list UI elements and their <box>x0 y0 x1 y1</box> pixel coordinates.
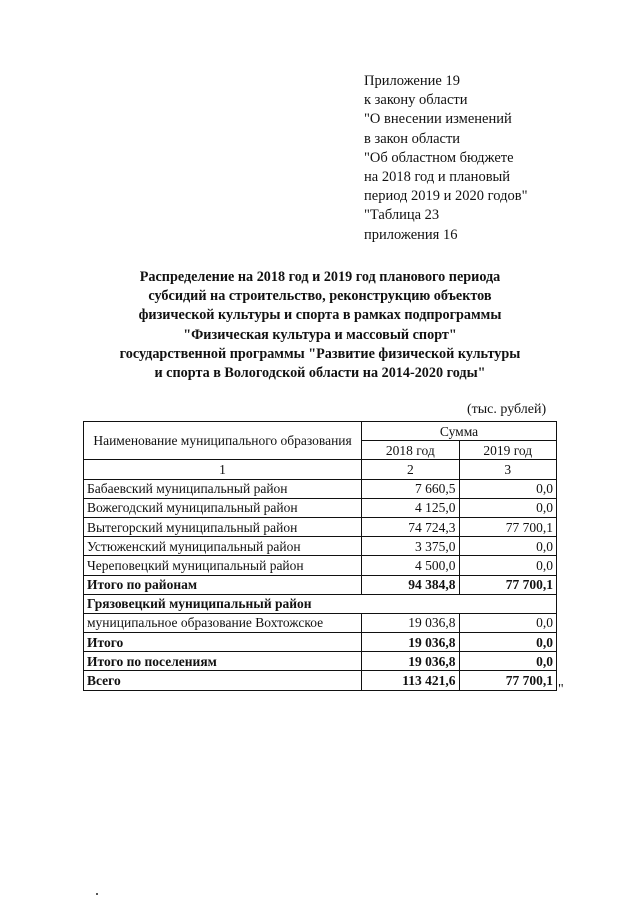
appendix-line: Приложение 19 <box>364 73 460 89</box>
column-number-row <box>84 460 557 479</box>
header-sum-cell: Сумма <box>362 422 557 441</box>
header-2018-cell: 2018 год <box>362 441 459 460</box>
grand-total-2019: 77 700,1 <box>459 671 556 690</box>
table-row <box>84 517 557 536</box>
title-line: Распределение на 2018 год и 2019 год планового периода <box>139 269 501 285</box>
appendix-line: "Об областном бюджете <box>364 149 514 166</box>
row-value-2019: 0,0 <box>459 613 556 632</box>
title-line: и спорта в Вологодской области на 2014-2020 годы" <box>154 365 486 382</box>
appendix-line: на 2018 год и плановый <box>364 168 511 185</box>
appendix-line: "Таблица 23 <box>364 207 440 224</box>
subsidy-table <box>83 421 557 691</box>
appendix-line: приложения 16 <box>364 226 458 243</box>
grand-total-label: Всего <box>84 671 362 690</box>
total-settlements-2018: 19 036,8 <box>362 652 459 671</box>
table-row <box>84 613 557 632</box>
appendix-reference <box>364 72 528 245</box>
header-2019-cell: 2019 год <box>459 441 556 460</box>
units-label: (тыс. рублей) <box>467 402 547 417</box>
subtotal-label: Итого <box>84 633 362 652</box>
subtotal-row <box>84 633 557 652</box>
appendix-line: "О внесении изменений <box>364 111 512 128</box>
row-name: Вожегодский муниципальный район <box>84 498 362 517</box>
row-value-2019: 0,0 <box>459 479 556 498</box>
grand-total-2018: 113 421,6 <box>362 671 459 690</box>
row-value-2018: 19 036,8 <box>362 613 459 632</box>
row-name: Вытегорский муниципальный район <box>84 517 362 536</box>
table-row <box>84 479 557 498</box>
column-number: 3 <box>459 460 556 479</box>
total-settlements-2019: 0,0 <box>459 652 556 671</box>
title-line: государственной программы "Развитие физической культуры <box>119 345 521 362</box>
table-row <box>84 556 557 575</box>
row-name: Устюженский муниципальный район <box>84 537 362 556</box>
total-settlements-label: Итого по поселениям <box>84 652 362 671</box>
section-row <box>84 594 557 613</box>
total-districts-label: Итого по районам <box>84 575 362 594</box>
row-value-2019: 0,0 <box>459 537 556 556</box>
grand-total-row <box>84 671 557 690</box>
row-value-2018: 7 660,5 <box>362 479 459 498</box>
closing-quote: " <box>558 682 564 697</box>
appendix-line: к закону области <box>364 92 468 109</box>
appendix-line: период 2019 и 2020 годов" <box>364 188 528 205</box>
scan-speck <box>96 893 98 895</box>
row-value-2019: 77 700,1 <box>459 517 556 536</box>
title-line: "Физическая культура и массовый спорт" <box>183 326 457 343</box>
total-districts-row <box>84 575 557 594</box>
header-name-cell: Наименование муниципального образования <box>84 422 362 460</box>
row-name: муниципальное образование Вохтожское <box>84 613 362 632</box>
row-value-2018: 74 724,3 <box>362 517 459 536</box>
table-row <box>84 498 557 517</box>
row-value-2018: 3 375,0 <box>362 537 459 556</box>
row-name: Череповецкий муниципальный район <box>84 556 362 575</box>
section-label: Грязовецкий муниципальный район <box>84 594 557 613</box>
total-settlements-row <box>84 652 557 671</box>
appendix-line: в закон области <box>364 130 461 147</box>
row-value-2018: 4 125,0 <box>362 498 459 517</box>
row-name: Бабаевский муниципальный район <box>84 479 362 498</box>
row-value-2019: 0,0 <box>459 498 556 517</box>
total-districts-2018: 94 384,8 <box>362 575 459 594</box>
row-value-2019: 0,0 <box>459 556 556 575</box>
column-number: 1 <box>84 460 362 479</box>
document-title <box>60 268 580 383</box>
subtotal-2019: 0,0 <box>459 633 556 652</box>
row-value-2018: 4 500,0 <box>362 556 459 575</box>
title-line: физической культуры и спорта в рамках подпрограммы <box>138 307 502 324</box>
subtotal-2018: 19 036,8 <box>362 633 459 652</box>
table-header-row <box>84 422 557 441</box>
table-row <box>84 537 557 556</box>
column-number: 2 <box>362 460 459 479</box>
title-line: субсидий на строительство, реконструкцию объектов <box>148 288 492 305</box>
total-districts-2019: 77 700,1 <box>459 575 556 594</box>
